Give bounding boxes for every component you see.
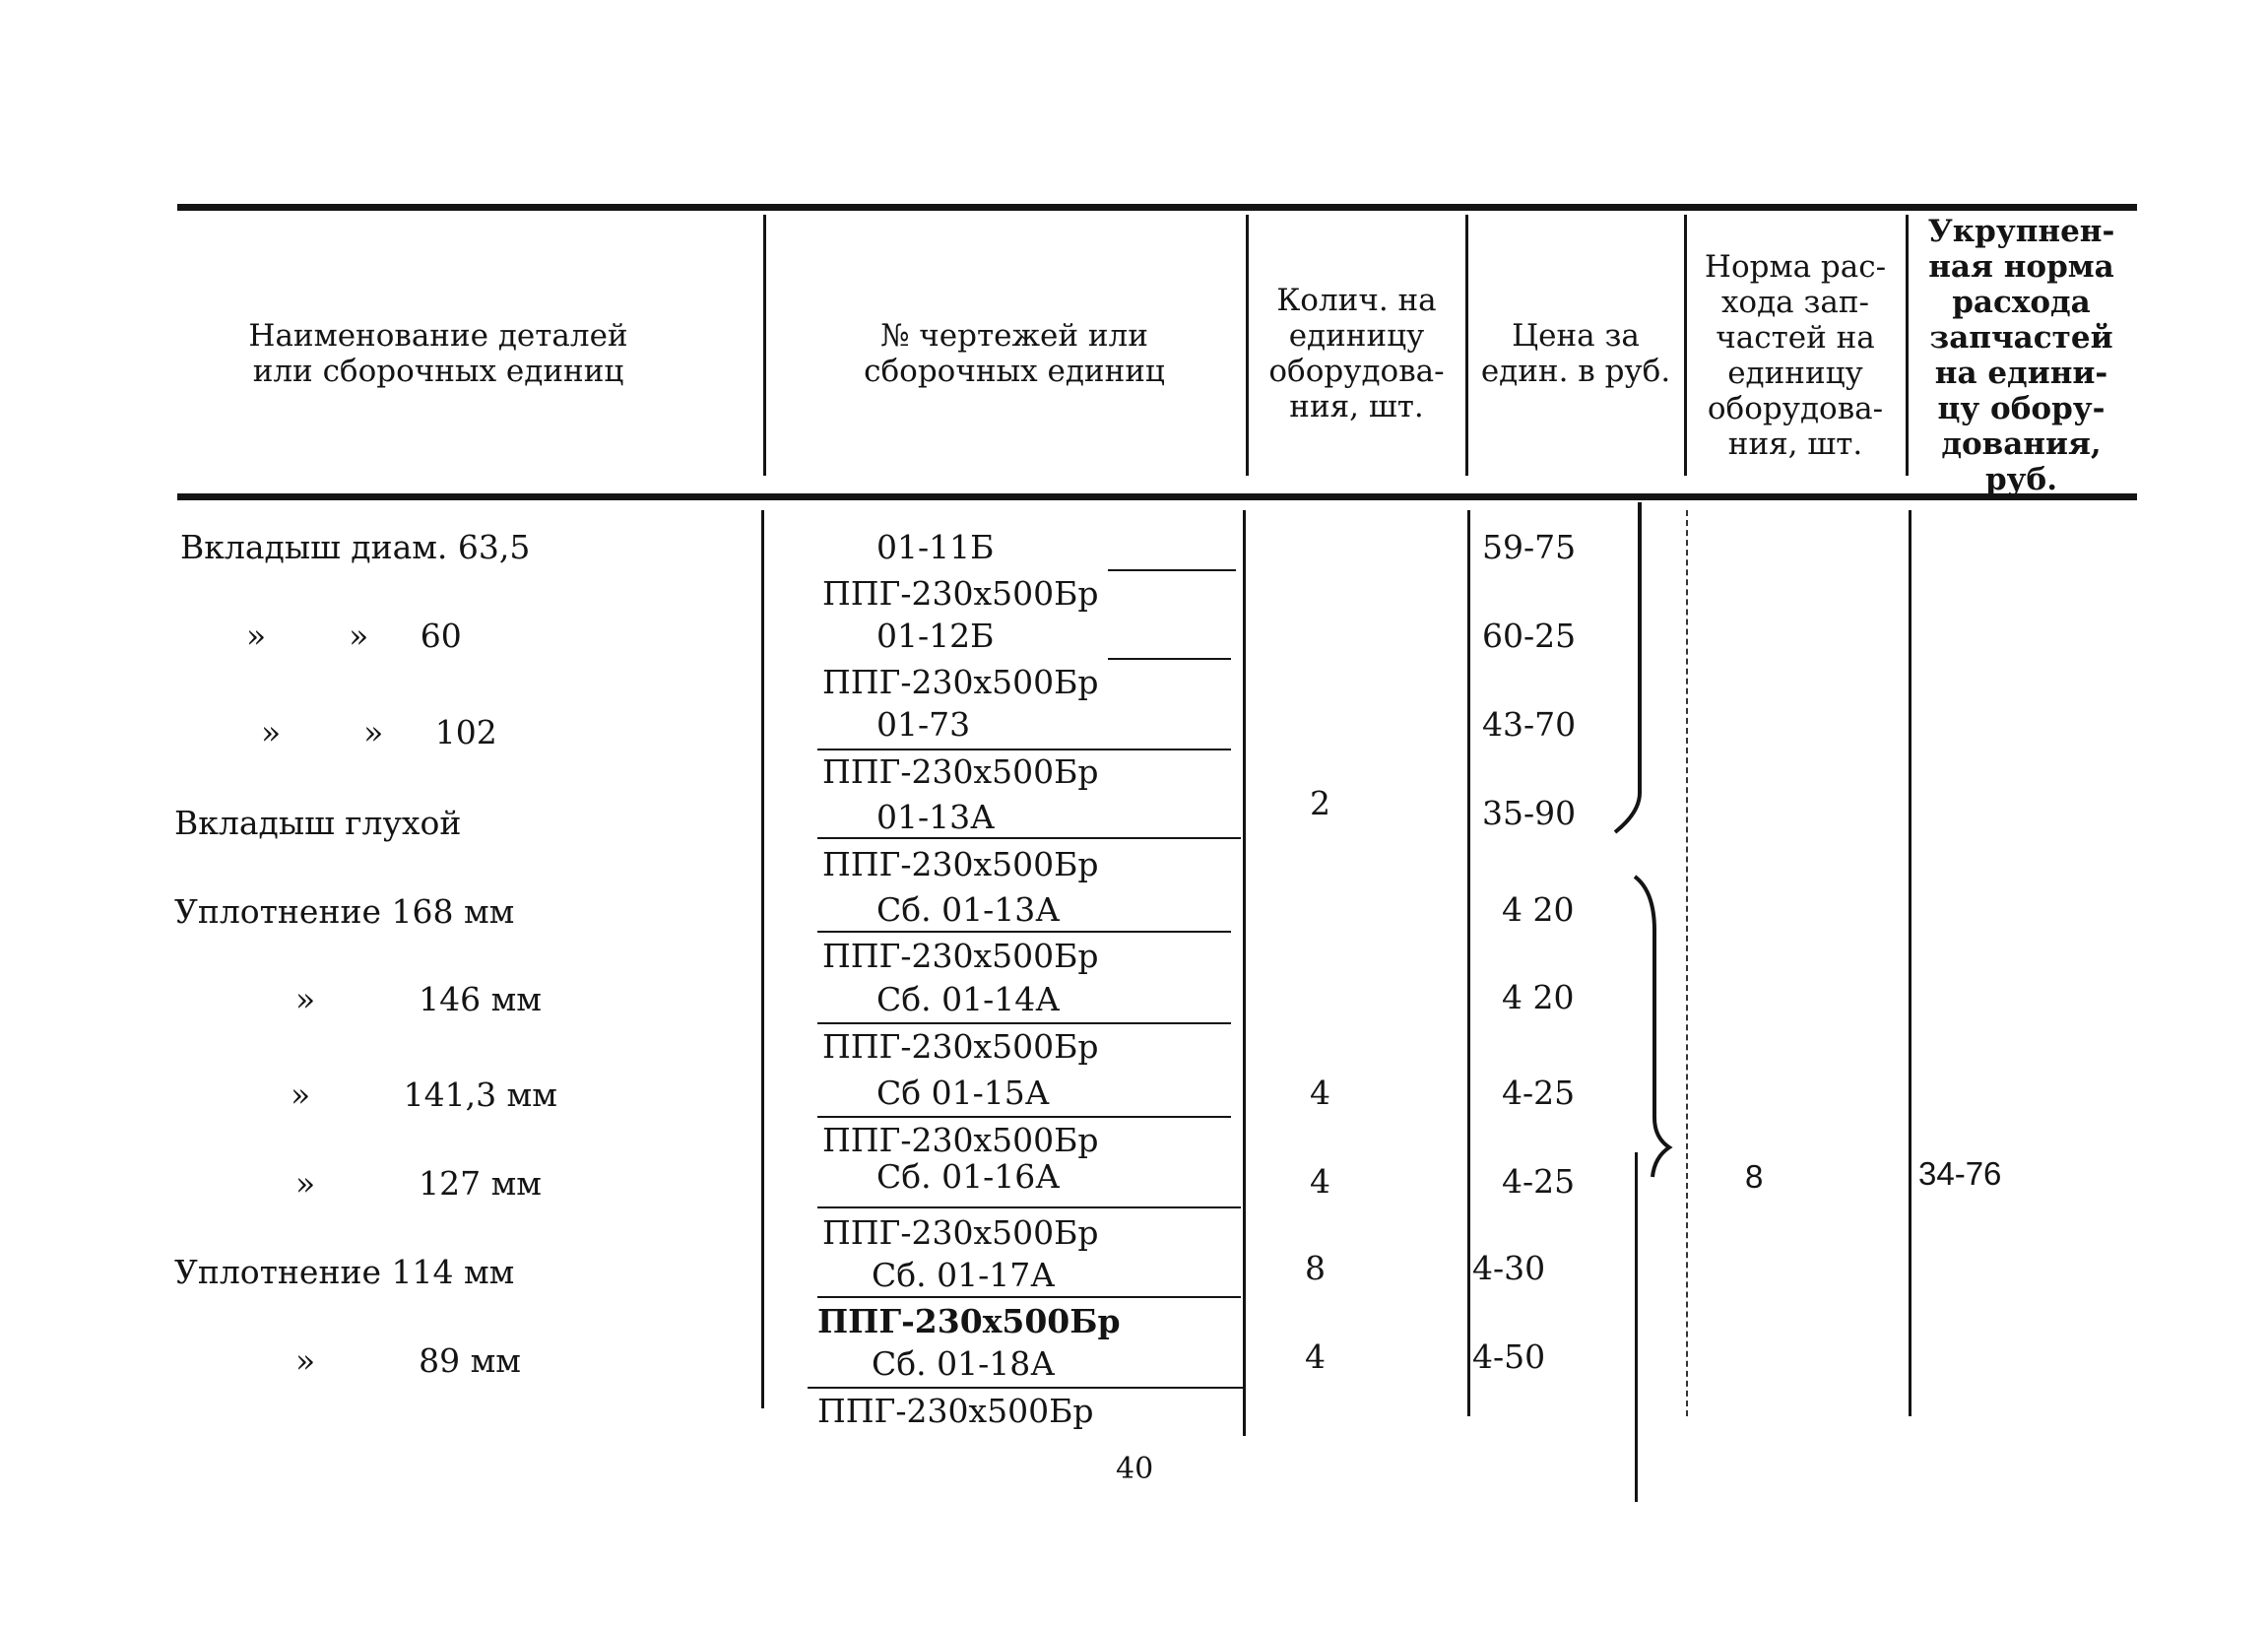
header-divider-5 <box>1906 215 1909 476</box>
row-price: 43-70 <box>1482 705 1577 744</box>
row-price: 60-25 <box>1482 617 1577 655</box>
row-name: Уплотнение 114 мм <box>174 1253 515 1291</box>
row-price: 4 20 <box>1502 978 1575 1016</box>
row-material: ППГ-230х500Бр <box>822 752 1099 791</box>
row-qty: 4 <box>1310 1074 1330 1112</box>
row-name: Вкладыш глухой <box>174 804 462 842</box>
header-divider-2 <box>1246 215 1249 476</box>
row-material: ППГ-230х500Бр <box>817 1392 1094 1430</box>
header-name: Наименование деталей или сборочных единиц <box>248 318 628 389</box>
group-norm: 8 <box>1745 1158 1764 1195</box>
row-material: ППГ-230х500Бр <box>822 1121 1099 1159</box>
row-material: ППГ-230х500Бр <box>822 937 1099 975</box>
row-price: 4-25 <box>1502 1162 1576 1201</box>
row-separator <box>817 931 1231 933</box>
row-qty: 2 <box>1310 784 1330 822</box>
body-divider-3 <box>1467 510 1470 1416</box>
row-drawing: 01-73 <box>876 705 971 744</box>
body-divider-4 <box>1686 510 1690 1416</box>
header-drawing: № чертежей или сборочных единиц <box>864 318 1165 389</box>
row-name: » 89 мм <box>295 1341 521 1380</box>
row-material: ППГ-230х500Бр <box>822 845 1099 883</box>
header-top-rule <box>177 204 2137 211</box>
row-name: » 141,3 мм <box>291 1075 557 1114</box>
row-separator <box>817 1022 1231 1024</box>
header-divider-1 <box>763 215 766 476</box>
row-drawing: Сб. 01-14А <box>876 980 1061 1018</box>
row-separator <box>1108 569 1236 571</box>
row-name: » » 60 <box>246 617 462 655</box>
row-separator <box>808 1387 1246 1389</box>
row-material: ППГ-230х500Бр <box>822 1027 1099 1066</box>
row-price: 4-25 <box>1502 1074 1576 1112</box>
header-enlarged-norm: Укрупнен-ная норма расхода запчастей на едини-цу обору-дования, руб. <box>1927 214 2115 497</box>
row-separator <box>817 837 1241 839</box>
row-material: ППГ-230х500Бр <box>817 1302 1121 1340</box>
row-separator <box>817 1206 1241 1208</box>
header-norm: Норма рас-хода зап-частей на единицу оборудова-ния, шт. <box>1704 249 1887 462</box>
row-drawing: Сб. 01-17А <box>872 1256 1056 1294</box>
row-price: 35-90 <box>1482 794 1577 832</box>
header-price: Цена за един. в руб. <box>1480 318 1671 389</box>
row-separator <box>1108 658 1231 660</box>
group-brace <box>1595 497 1674 1206</box>
row-drawing: 01-11Б <box>876 528 995 566</box>
row-qty: 4 <box>1305 1337 1326 1376</box>
row-qty: 8 <box>1305 1249 1326 1287</box>
row-price: 4-50 <box>1472 1337 1546 1376</box>
group-enlarged-norm: 34-76 <box>1918 1155 2002 1192</box>
page-number: 40 <box>1116 1452 1154 1486</box>
row-material: ППГ-230х500Бр <box>822 574 1099 613</box>
body-divider-5 <box>1909 510 1912 1416</box>
row-qty: 4 <box>1310 1162 1330 1201</box>
header-qty: Колич. на единицу оборудова-ния, шт. <box>1268 283 1445 424</box>
body-divider-1 <box>761 510 764 1408</box>
row-drawing: Сб. 01-18А <box>872 1344 1056 1383</box>
row-name: » 127 мм <box>295 1164 542 1203</box>
row-material: ППГ-230х500Бр <box>822 1213 1099 1252</box>
row-drawing: Сб. 01-16А <box>876 1157 1061 1196</box>
row-drawing: 01-12Б <box>876 617 995 655</box>
row-price: 4-30 <box>1472 1249 1546 1287</box>
header-divider-4 <box>1684 215 1687 476</box>
row-separator <box>817 749 1231 750</box>
row-name: » 146 мм <box>295 980 542 1018</box>
header-bottom-rule <box>177 493 2137 500</box>
row-name: Уплотнение 168 мм <box>174 892 515 931</box>
body-divider-2 <box>1243 510 1246 1436</box>
row-name: » » 102 <box>261 713 497 751</box>
row-price: 4 20 <box>1502 890 1575 929</box>
row-name: Вкладыш диам. 63,5 <box>180 528 531 566</box>
row-price: 59-75 <box>1482 528 1577 566</box>
row-material: ППГ-230х500Бр <box>822 663 1099 701</box>
row-separator <box>817 1116 1231 1118</box>
row-drawing: Сб 01-15А <box>876 1074 1050 1112</box>
row-drawing: Сб. 01-13А <box>876 890 1061 929</box>
row-drawing: 01-13А <box>876 798 996 836</box>
row-separator <box>817 1296 1241 1298</box>
header-divider-3 <box>1465 215 1468 476</box>
